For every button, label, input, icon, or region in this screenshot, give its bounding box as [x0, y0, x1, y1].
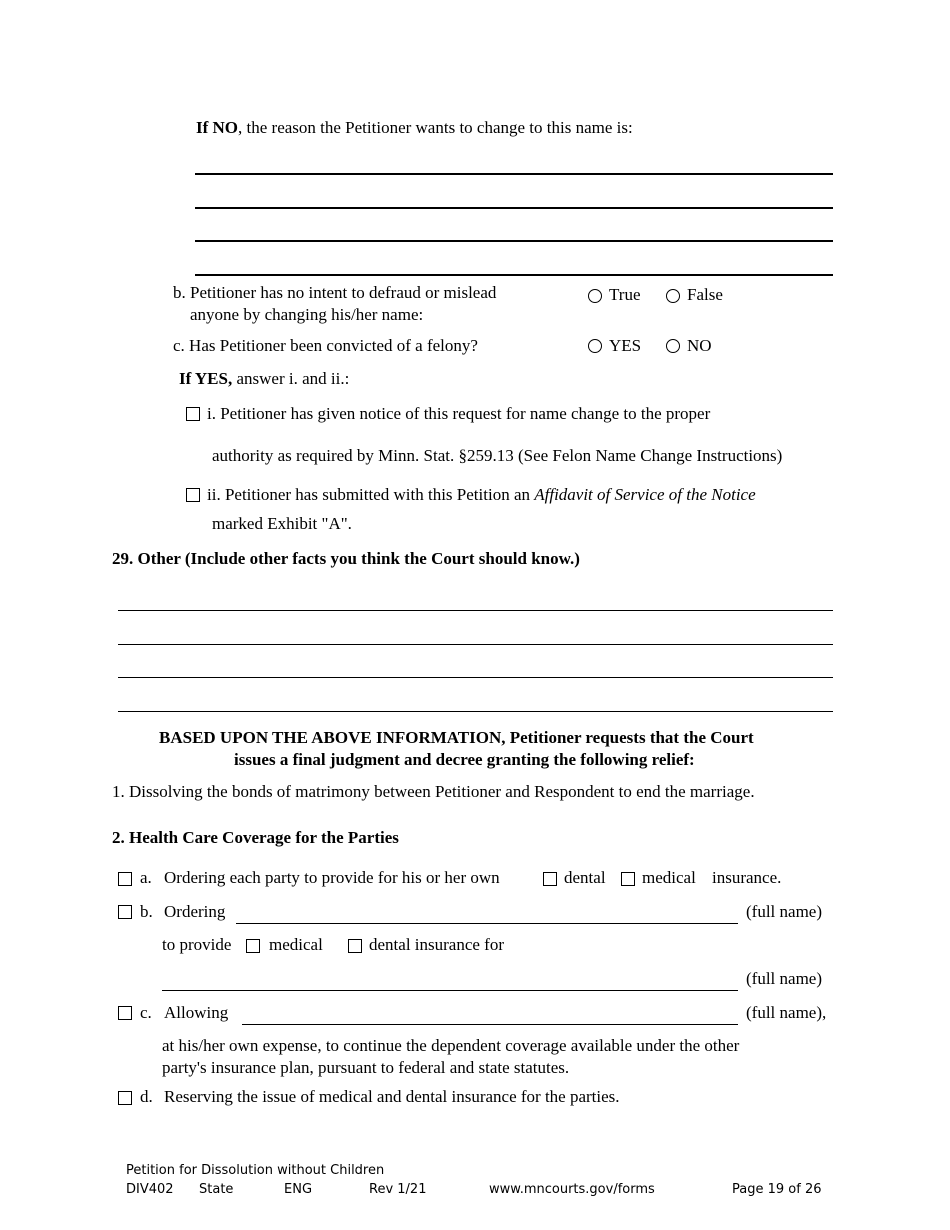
- item-2b-checkbox[interactable]: [118, 905, 132, 919]
- item-2d-letter: d.: [140, 1087, 153, 1106]
- item-2b-to-provide: to provide: [162, 935, 232, 954]
- item-2b-dental-label: dental insurance for: [369, 935, 504, 954]
- radio-false-label: False: [687, 285, 723, 304]
- if-yes-instruction: [179, 368, 349, 390]
- footer-language: ENG: [284, 1182, 313, 1197]
- footer-form-number: DIV402: [126, 1182, 174, 1197]
- item-2a-text: Ordering each party to provide for his or her own: [164, 868, 500, 887]
- relief-heading-line2: issues a final judgment and decree granting the following relief:: [234, 750, 695, 769]
- item-2c-line3: party's insurance plan, pursuant to federal and state statutes.: [162, 1058, 570, 1077]
- item-ii-line2: marked Exhibit "A".: [212, 514, 352, 533]
- radio-no[interactable]: [666, 339, 680, 353]
- relief-heading-line1: BASED UPON THE ABOVE INFORMATION, Petitioner requests that the Court: [159, 728, 754, 747]
- item-2b-medical-label: medical: [269, 935, 323, 954]
- item-b-line1: b. Petitioner has no intent to defraud or mislead: [173, 283, 497, 302]
- footer-revision: Rev 1/21: [369, 1182, 427, 1197]
- section-29-title: 29. Other (Include other facts you think the Court should know.): [112, 549, 580, 568]
- item-2c-allowing: Allowing: [164, 1003, 229, 1022]
- item-2a-medical-checkbox[interactable]: [621, 872, 635, 886]
- item-2d-text: Reserving the issue of medical and dental insurance for the parties.: [164, 1087, 620, 1106]
- item-2b-dental-checkbox[interactable]: [348, 939, 362, 953]
- other-line-4[interactable]: [118, 711, 833, 712]
- footer-state: State: [199, 1182, 234, 1197]
- other-line-2[interactable]: [118, 644, 833, 645]
- other-line-3[interactable]: [118, 677, 833, 678]
- item-2b-full-name-label-2: (full name): [746, 969, 822, 988]
- footer-url[interactable]: www.mncourts.gov/forms: [489, 1182, 655, 1197]
- item-2c-full-name-label: (full name),: [746, 1003, 827, 1022]
- item-2a-dental-checkbox[interactable]: [543, 872, 557, 886]
- item-2b-name-field[interactable]: [236, 923, 738, 924]
- item-ii-line1: [207, 484, 756, 506]
- radio-yes[interactable]: [588, 339, 602, 353]
- item-c-question: c. Has Petitioner been convicted of a felony?: [173, 336, 478, 355]
- item-i-line1: i. Petitioner has given notice of this request for name change to the proper: [207, 404, 711, 423]
- reason-line-3[interactable]: [195, 240, 833, 242]
- item-2b-dependent-name-field[interactable]: [162, 990, 738, 991]
- item-2c-name-field[interactable]: [242, 1024, 738, 1025]
- item-ii-line1-text: ii. Petitioner has submitted with this Petition an: [207, 485, 535, 504]
- radio-yes-label: YES: [609, 336, 642, 355]
- item-2a-insurance-label: insurance.: [712, 868, 782, 887]
- radio-false[interactable]: [666, 289, 680, 303]
- item-i-line2: authority as required by Minn. Stat. §259.13 (See Felon Name Change Instructions): [212, 446, 783, 465]
- item-i-checkbox[interactable]: [186, 407, 200, 421]
- item-2c-checkbox[interactable]: [118, 1006, 132, 1020]
- item-b-line2: anyone by changing his/her name:: [190, 305, 424, 324]
- item-2c-letter: c.: [140, 1003, 152, 1022]
- section-2-title: 2. Health Care Coverage for the Parties: [112, 828, 399, 847]
- if-yes-text: answer i. and ii.:: [232, 369, 350, 388]
- item-2a-checkbox[interactable]: [118, 872, 132, 886]
- radio-true-label: True: [609, 285, 641, 304]
- item-2c-line2: at his/her own expense, to continue the dependent coverage available under the other: [162, 1036, 740, 1055]
- reason-line-1[interactable]: [195, 173, 833, 175]
- item-2d-checkbox[interactable]: [118, 1091, 132, 1105]
- item-2a-letter: a.: [140, 868, 152, 887]
- reason-line-4[interactable]: [195, 274, 833, 276]
- reason-prompt-text: , the reason the Petitioner wants to change to this name is:: [238, 118, 633, 137]
- footer-page-number: Page 19 of 26: [732, 1182, 822, 1197]
- radio-no-label: NO: [687, 336, 712, 355]
- if-yes-label: If YES,: [179, 369, 233, 388]
- item-2b-letter: b.: [140, 902, 153, 921]
- affidavit-title: Affidavit of Service of the Notice: [534, 485, 756, 504]
- item-2a-medical-label: medical: [642, 868, 696, 887]
- item-2a-dental-label: dental: [564, 868, 606, 887]
- item-ii-checkbox[interactable]: [186, 488, 200, 502]
- if-no-label: If NO: [196, 118, 239, 137]
- reason-line-2[interactable]: [195, 207, 833, 209]
- footer-form-title: Petition for Dissolution without Children: [126, 1163, 385, 1178]
- item-2b-full-name-label: (full name): [746, 902, 822, 921]
- reason-prompt: [196, 117, 633, 139]
- relief-item-1: 1. Dissolving the bonds of matrimony between Petitioner and Respondent to end the marriage.: [112, 782, 755, 801]
- radio-true[interactable]: [588, 289, 602, 303]
- item-2b-ordering: Ordering: [164, 902, 226, 921]
- item-2b-medical-checkbox[interactable]: [246, 939, 260, 953]
- other-line-1[interactable]: [118, 610, 833, 611]
